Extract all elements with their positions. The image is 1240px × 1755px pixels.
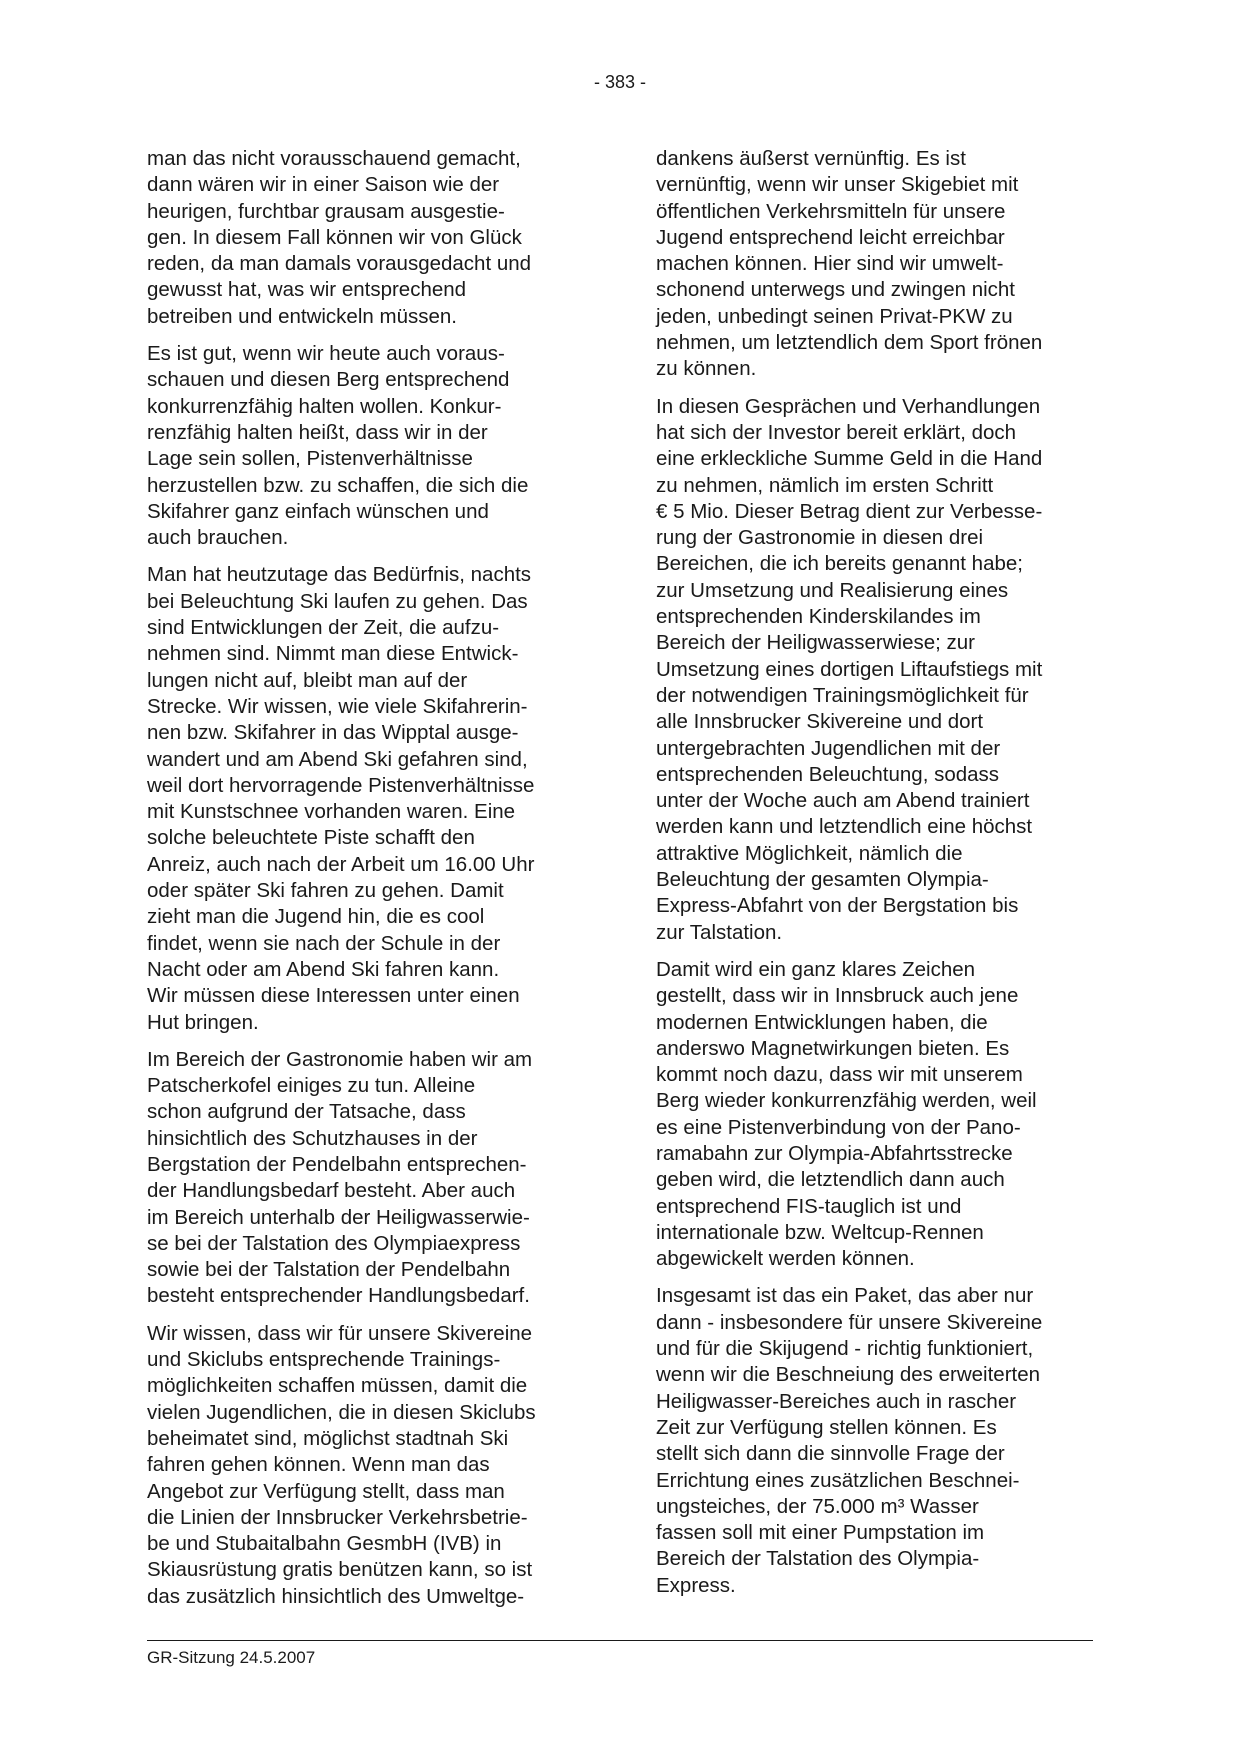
footer-text: GR-Sitzung 24.5.2007 [147,1648,316,1667]
text-line: dankens äußerst vernünftig. Es ist [656,147,966,170]
text-line: weil dort hervorragende Pistenverhältnisse [147,773,535,797]
text-line: findet, wenn sie nach der Schule in der [147,931,501,955]
text-line: gewusst hat, was wir entsprechend [147,278,467,302]
text-line: mit Kunstschnee vorhanden waren. Eine [147,800,516,824]
left-column [147,146,599,1621]
text-line: Angebot zur Verfügung stellt, dass man [147,1479,505,1503]
text-line: internationale bzw. Weltcup-Rennen [656,1220,984,1244]
text-line: entsprechend FIS-tauglich ist und [656,1194,962,1218]
text-line: Jugend entsprechend leicht erreichbar [656,225,1005,249]
text-line: In diesen Gesprächen und Verhandlungen [656,394,1041,418]
text-line: geben wird, die letztendlich dann auch [656,1168,1005,1192]
text-line: Umsetzung eines dortigen Liftaufstiegs mit [656,657,1043,681]
text-line: Skiausrüstung gratis benützen kann, so ist [147,1558,533,1582]
text-line: und Skiclubs entsprechende Trainings- [147,1348,501,1372]
text-line: jeden, unbedingt seinen Privat-PKW zu [656,304,1013,328]
text-line: Insgesamt ist das ein Paket, das aber nur [656,1284,1034,1308]
text-line: Lage sein sollen, Pistenverhältnisse [147,447,473,471]
text-line: Berg wieder konkurrenzfähig werden, weil [656,1089,1037,1113]
text-line: man das nicht vorausschauend gemacht, [147,147,521,170]
text-line: herzustellen bzw. zu schaffen, die sich die [147,473,529,497]
paragraph [147,341,599,551]
text-line: Express-Abfahrt von der Bergstation bis [656,894,1019,918]
text-line: heurigen, furchtbar grausam ausgestie- [147,199,505,223]
text-line: ramabahn zur Olympia-Abfahrtsstrecke [656,1141,1013,1165]
text-line: Express. [656,1573,736,1597]
text-line: Nacht oder am Abend Ski fahren kann. [147,957,500,981]
text-line: Im Bereich der Gastronomie haben wir am [147,1047,533,1071]
text-line: Wir wissen, dass wir für unsere Skivereine [147,1321,533,1345]
text-line: Beleuchtung der gesamten Olympia- [656,868,989,892]
text-line: Strecke. Wir wissen, wie viele Skifahrerin- [147,694,528,718]
text-line: Errichtung eines zusätzlichen Beschnei- [656,1468,1020,1492]
text-line: anderswo Magnetwirkungen bieten. Es [656,1036,1010,1060]
text-line: besteht entsprechender Handlungsbedarf. [147,1284,530,1308]
text-line: eine erkleckliche Summe Geld in die Hand [656,447,1043,471]
text-line: es eine Pistenverbindung von der Pano- [656,1115,1021,1139]
text-line: entsprechenden Beleuchtung, sodass [656,762,1000,786]
text-line: konkurrenzfähig halten wollen. Konkur- [147,394,502,418]
text-line: zieht man die Jugend hin, die es cool [147,905,485,929]
text-line: € 5 Mio. Dieser Betrag dient zur Verbesse- [656,499,1043,523]
text-line: oder später Ski fahren zu gehen. Damit [147,879,504,903]
text-line: Damit wird ein ganz klares Zeichen [656,957,976,981]
text-line: vernünftig, wenn wir unser Skigebiet mit [656,173,1019,197]
text-line: Hut bringen. [147,1010,259,1034]
text-line: der Handlungsbedarf besteht. Aber auch [147,1179,516,1203]
text-line: nehmen, um letztendlich dem Sport frönen [656,331,1043,355]
text-line: Bergstation der Pendelbahn entsprechen- [147,1152,527,1176]
text-line: machen können. Hier sind wir umwelt- [656,252,1004,276]
text-line: hat sich der Investor bereit erklärt, doch [656,420,1017,444]
text-line: auch brauchen. [147,526,289,550]
text-line: Bereich der Heiligwasserwiese; zur [656,631,976,655]
text-line: kommt noch dazu, dass wir mit unserem [656,1063,1023,1087]
paragraph [656,394,1108,946]
paragraph [656,146,1108,383]
paragraph [656,1283,1108,1599]
text-line: Wir müssen diese Interessen unter einen [147,984,520,1008]
text-line: abgewickelt werden können. [656,1247,915,1271]
text-line: unter der Woche auch am Abend trainiert [656,789,1030,813]
text-line: sowie bei der Talstation der Pendelbahn [147,1258,511,1282]
text-line: fassen soll mit einer Pumpstation im [656,1521,985,1545]
text-line: gen. In diesem Fall können wir von Glück [147,225,522,249]
text-line: schon aufgrund der Tatsache, dass [147,1100,466,1124]
text-line: be und Stubaitalbahn GesmbH (IVB) in [147,1532,502,1556]
text-line: Bereich der Talstation des Olympia- [656,1547,980,1571]
text-line: dann - insbesondere für unsere Skivereine [656,1310,1043,1334]
text-line: im Bereich unterhalb der Heiligwasserwie- [147,1205,530,1229]
text-line: solche beleuchtete Piste schafft den [147,826,475,850]
text-line: hinsichtlich des Schutzhauses in der [147,1126,478,1150]
text-line: lungen nicht auf, bleibt man auf der [147,668,468,692]
text-line: vielen Jugendlichen, die in diesen Skiclubs [147,1400,536,1424]
paragraph [147,562,599,1035]
text-line: und für die Skijugend - richtig funktioniert, [656,1337,1034,1361]
text-line: werden kann und letztendlich eine höchst [656,815,1033,839]
text-line: bei Beleuchtung Ski laufen zu gehen. Das [147,589,528,613]
text-line: möglichkeiten schaffen müssen, damit die [147,1374,528,1398]
paragraph [147,1321,599,1610]
text-line: sind Entwicklungen der Zeit, die aufzu- [147,616,500,640]
text-line: Patscherkofel einiges zu tun. Alleine [147,1074,476,1098]
text-line: gestellt, dass wir in Innsbruck auch jene [656,984,1019,1008]
text-line: Man hat heutzutage das Bedürfnis, nachts [147,563,532,587]
text-line: untergebrachten Jugendlichen mit der [656,736,1001,760]
paragraph [656,957,1108,1273]
text-line: schonend unterwegs und zwingen nicht [656,278,1015,302]
text-line: Bereichen, die ich bereits genannt habe; [656,552,1023,576]
text-line: nen bzw. Skifahrer in das Wipptal ausge- [147,721,519,745]
text-line: beheimatet sind, möglichst stadtnah Ski [147,1426,509,1450]
text-line: dann wären wir in einer Saison wie der [147,173,500,197]
text-line: alle Innsbrucker Skivereine und dort [656,710,984,734]
text-line: öffentlichen Verkehrsmitteln für unsere [656,199,1006,223]
text-line: zu nehmen, nämlich im ersten Schritt [656,473,994,497]
text-line: rung der Gastronomie in diesen drei [656,526,984,550]
right-column [656,146,1108,1610]
text-line: wenn wir die Beschneiung des erweiterten [656,1363,1041,1387]
text-line: stellt sich dann die sinnvolle Frage der [656,1442,1005,1466]
text-line: schauen und diesen Berg entsprechend [147,368,510,392]
text-line: ungsteiches, der 75.000 m³ Wasser [656,1494,979,1518]
paragraph [147,1047,599,1310]
text-line: reden, da man damals vorausgedacht und [147,252,532,276]
text-line: das zusätzlich hinsichtlich des Umweltge- [147,1584,525,1608]
text-line: Es ist gut, wenn wir heute auch voraus- [147,342,505,366]
text-line: se bei der Talstation des Olympiaexpress [147,1231,521,1255]
text-line: die Linien der Innsbrucker Verkehrsbetrie- [147,1505,528,1529]
text-line: zur Talstation. [656,920,783,944]
text-line: der notwendigen Trainingsmöglichkeit für [656,683,1029,707]
text-line: Skifahrer ganz einfach wünschen und [147,499,489,523]
text-line: wandert und am Abend Ski gefahren sind, [147,747,528,771]
text-line: fahren gehen können. Wenn man das [147,1453,490,1477]
text-line: Zeit zur Verfügung stellen können. Es [656,1415,997,1439]
text-line: zur Umsetzung und Realisierung eines [656,578,1009,602]
text-line: modernen Entwicklungen haben, die [656,1010,988,1034]
text-line: attraktive Möglichkeit, nämlich die [656,841,963,865]
text-line: nehmen sind. Nimmt man diese Entwick- [147,642,519,666]
text-line: Heiligwasser-Bereiches auch in rascher [656,1389,1017,1413]
text-line: zu können. [656,357,757,381]
text-line: Anreiz, auch nach der Arbeit um 16.00 Uhr [147,852,535,876]
text-line: entsprechenden Kinderskilandes im [656,605,981,629]
text-line: betreiben und entwickeln müssen. [147,304,457,328]
paragraph [147,146,599,330]
footer-divider [147,1640,1093,1641]
page-number: - 383 - [593,72,647,92]
text-line: renzfähig halten heißt, dass wir in der [147,420,488,444]
